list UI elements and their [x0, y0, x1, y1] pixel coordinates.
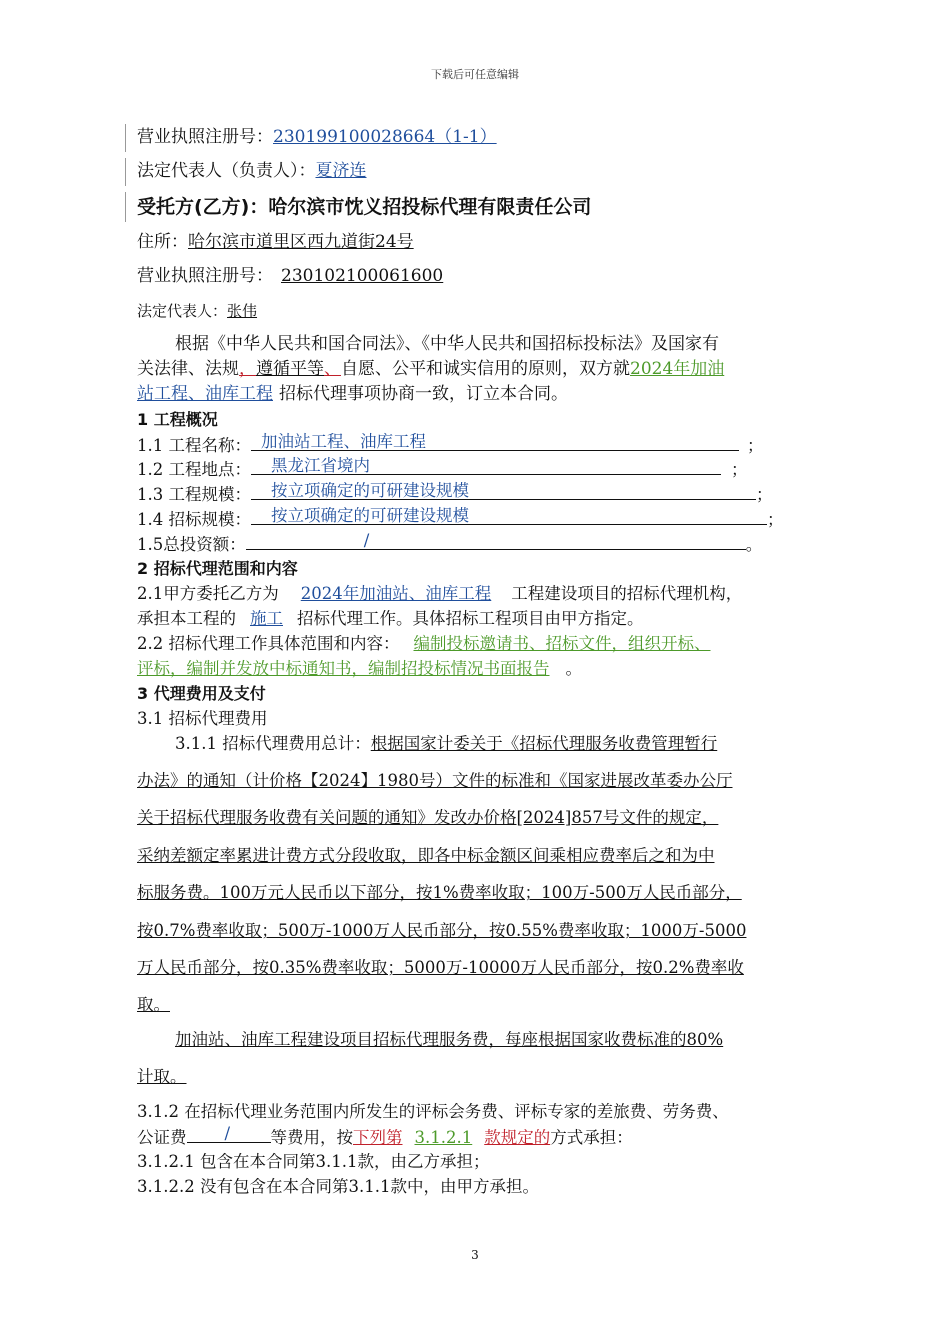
value: / — [363, 531, 370, 550]
fee-line-5: 标服务费。100万元人民币以下部分，按1%费率收取；100万-500万人民币部分， — [137, 883, 742, 902]
s3122-line: 3.1.2.2 没有包含在本合同第3.1.1款中，由甲方承担。 — [137, 1177, 539, 1196]
value: 黑龙江省境内 — [271, 456, 370, 475]
partyA-rep-line — [137, 160, 830, 182]
s2-line-3 — [137, 633, 830, 655]
partyB-rep-line — [137, 300, 830, 322]
s1-row-3 — [137, 483, 830, 506]
fee-line-7: 万人民币部分，按0.35%费率收取；5000万-10000万人民币部分，按0.2%费率收 — [137, 958, 744, 977]
label: 法定代表人： — [137, 302, 228, 320]
partyB-rep-value: 张伟 — [227, 302, 258, 320]
s3121-line: 3.1.2.1 包含在本合同第3.1.1款，由乙方承担； — [137, 1152, 490, 1171]
label: 1.2 工程地点： — [137, 460, 251, 479]
label: 受托方(乙方)： — [137, 196, 269, 218]
text: 。 — [745, 535, 763, 554]
text: 根据国家计委关于《招标代理服务收费管理暂行 — [370, 734, 718, 753]
text: ； — [767, 510, 784, 529]
text: 遵循平等 — [256, 359, 324, 379]
fill-line — [251, 483, 756, 500]
value: 按立项确定的可研建设规模 — [271, 481, 469, 500]
fee-line-3: 关于招标代理服务收费有关问题的通知》发改办价格[2024]857号文件的规定， — [137, 808, 719, 827]
revision-bar — [125, 124, 126, 152]
fee-line-4: 采纳差额定率累进计费方式分段收取，即各中标金额区间乘相应费率后之和为中 — [137, 846, 715, 865]
text: 2.2 招标代理工作具体范围和内容： — [137, 634, 400, 653]
value: 编制投标邀请书、招标文件，组织开标、 — [413, 634, 711, 653]
text: ； — [747, 436, 764, 455]
value: 施工 — [250, 609, 283, 628]
text: ， — [239, 359, 256, 379]
fill-line — [251, 458, 721, 475]
section-1-title: 1 工程概况 — [137, 410, 218, 429]
value: 加油站工程、油库工程 — [261, 432, 426, 451]
partyB-reg-line — [137, 265, 830, 287]
text: ； — [756, 485, 773, 504]
text: 方式承担： — [550, 1128, 633, 1147]
text: 公证费 — [137, 1128, 187, 1147]
partyB-addr-value: 哈尔滨市道里区西九道街24号 — [188, 232, 414, 252]
s2-line-2 — [137, 608, 830, 630]
section-3-title: 3 代理费用及支付 — [137, 684, 266, 703]
label: 住所： — [137, 232, 188, 252]
text: 招标代理事项协商一致，订立本合同。 — [279, 384, 568, 404]
text: 自愿、公平和诚实信用的原则，双方就 — [341, 359, 630, 379]
partyA-reg-line — [137, 126, 830, 148]
section-2-title: 2 招标代理范围和内容 — [137, 559, 298, 578]
fee-line-8: 取。 — [137, 995, 170, 1014]
project-name: 站工程、油库工程 — [137, 384, 273, 404]
value: 评标，编制并发放中标通知书，编制招投标情况书面报告 — [137, 659, 550, 678]
value: / — [224, 1124, 231, 1143]
partyA-reg-value: 230199100028664（1-1） — [273, 127, 497, 147]
text: 工程建设项目的招标代理机构， — [511, 584, 743, 603]
label: 1.4 招标规模： — [137, 510, 251, 529]
partyB-reg-value: 230102100061600 — [281, 266, 444, 286]
partyB-addr-line — [137, 231, 830, 253]
fee-line-2: 办法》的通知（计价格【2024】1980号）文件的标准和《国家进展改革委办公厅 — [137, 771, 733, 790]
s2-line-1 — [137, 583, 830, 605]
label: 1.3 工程规模： — [137, 485, 251, 504]
partyB-name: 哈尔滨市忱义招投标代理有限责任公司 — [268, 196, 592, 218]
s312-line-1: 3.1.2 在招标代理业务范围内所发生的评标会务费、评标专家的差旅费、劳务费、 — [137, 1102, 729, 1121]
fill-line — [251, 508, 767, 525]
fee-line-1 — [137, 733, 830, 755]
label: 1.1 工程名称： — [137, 436, 251, 455]
fill-line — [246, 533, 746, 550]
label: 1.5总投资额： — [137, 535, 246, 554]
fee-line-6: 按0.7%费率收取；500万-1000万人民币部分，按0.55%费率收取；1000万-5000 — [137, 921, 747, 940]
project-name: 2024年加油站、油库工程 — [300, 584, 492, 603]
text: 下列第 — [353, 1128, 403, 1147]
intro-line-2 — [137, 358, 830, 380]
text: 。 — [565, 659, 582, 678]
s2-line-4 — [137, 658, 830, 680]
text: 招标代理工作。具体招标工程项目由甲方指定。 — [297, 609, 644, 628]
fill-line — [187, 1126, 271, 1143]
s1-row-5 — [137, 533, 830, 556]
fee-para-2-line-1: 加油站、油库工程建设项目招标代理服务费，每座根据国家收费标准的80% — [175, 1030, 724, 1049]
project-name: 2024年加油 — [630, 359, 725, 379]
revision-bar — [125, 192, 126, 222]
value: 按立项确定的可研建设规模 — [271, 506, 469, 525]
text: 承担本工程的 — [137, 609, 236, 628]
intro-line-1: 根据《中华人民共和国合同法》、《中华人民共和国招标投标法》及国家有 — [175, 334, 719, 354]
text: ； — [731, 460, 748, 479]
s1-row-4 — [137, 508, 830, 531]
partyA-rep-value: 夏济连 — [315, 161, 367, 181]
page-header: 下载后可任意编辑 — [431, 68, 519, 81]
text: 2.1甲方委托乙方为 — [137, 584, 279, 603]
value: 3.1.2.1 — [414, 1128, 473, 1147]
s312-line-2 — [137, 1126, 830, 1149]
fill-line — [251, 434, 739, 451]
fee-para-2-line-2: 计取。 — [137, 1067, 187, 1086]
label: 营业执照注册号： — [137, 127, 273, 147]
text: 关法律、法规 — [137, 359, 239, 379]
partyB-title-line — [137, 194, 830, 220]
text: 3.1.1 招标代理费用总计： — [175, 734, 371, 753]
revision-bar — [125, 158, 126, 186]
s1-row-1 — [137, 434, 830, 457]
label: 法定代表人（负责人）： — [137, 161, 316, 181]
text: 等费用，按 — [270, 1128, 353, 1147]
s1-row-2 — [137, 458, 830, 481]
text: 、 — [324, 359, 341, 379]
intro-line-3 — [137, 383, 830, 405]
page-number: 3 — [471, 1248, 479, 1262]
text: 款规定的 — [484, 1128, 551, 1147]
s3-sub-1: 3.1 招标代理费用 — [137, 709, 268, 728]
label: 营业执照注册号： — [137, 266, 273, 286]
